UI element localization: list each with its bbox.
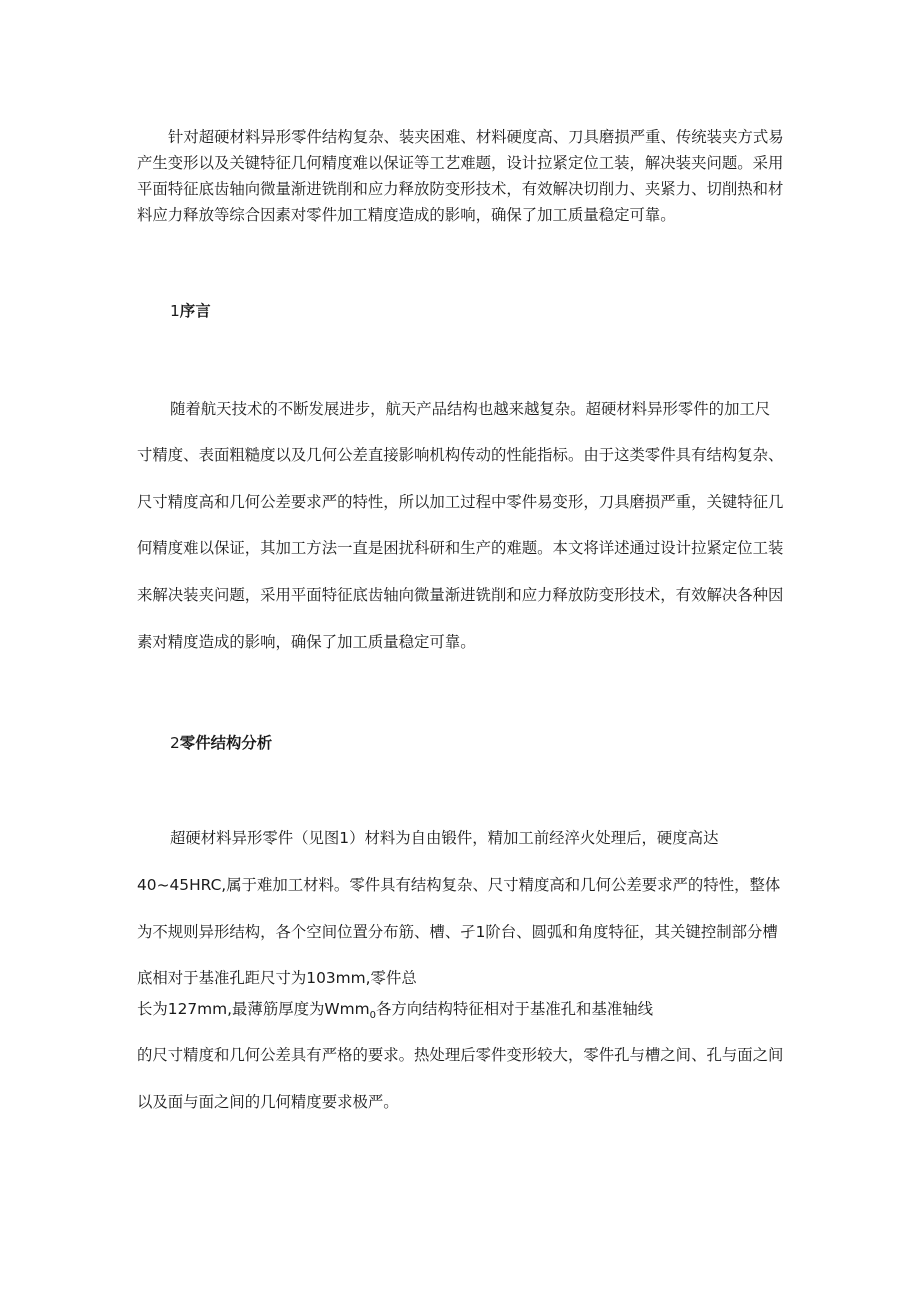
line-text: 长为127mm,最薄筋厚度为Wmm: [137, 1000, 370, 1018]
section-number: 1: [170, 302, 180, 320]
abstract-line: 平面特征底齿轴向微量渐进铣削和应力释放防变形技术，有效解决切削力、夹紧力、切削热和材: [137, 180, 784, 198]
subscript: 0: [369, 1010, 376, 1022]
paragraph-line: 素对精度造成的影响，确保了加工质量稳定可靠。: [137, 633, 476, 651]
paragraph-line: 以及面与面之间的几何精度要求极严。: [137, 1093, 399, 1111]
section-number: 2: [170, 734, 180, 752]
section-heading-introduction: [170, 300, 211, 322]
paragraph-line: 何精度难以保证，其加工方法一直是困扰科研和生产的难题。本文将详述通过设计拉紧定位工装: [137, 539, 784, 557]
paragraph-line: 来解决装夹问题，采用平面特征底齿轴向微量渐进铣削和应力释放防变形技术，有效解决各种因: [137, 586, 784, 604]
section-heading-structure-analysis: [170, 732, 272, 754]
line-text: 各方向结构特征相对于基准孔和基准轴线: [375, 1000, 654, 1018]
abstract-line: 产生变形以及关键特征几何精度难以保证等工艺难题，设计拉紧定位工装，解决装夹问题。采用: [137, 154, 784, 172]
paragraph-line: 底相对于基准孔距尺寸为103mm,零件总: [137, 969, 417, 987]
paragraph-line: 的尺寸精度和几何公差具有严格的要求。热处理后零件变形较大，零件孔与槽之间、孔与面之间: [137, 1046, 784, 1064]
section-title: 零件结构分析: [179, 734, 273, 752]
paragraph-line: [137, 998, 653, 1027]
paragraph-line: 为不规则异形结构，各个空间位置分布筋、槽、孑1阶台、圆弧和角度特征，其关键控制部分槽: [137, 923, 778, 941]
paragraph-line: 随着航天技术的不断发展进步，航天产品结构也越来越复杂。超硬材料异形零件的加工尺: [170, 400, 771, 418]
paragraph-line: 超硬材料异形零件（见图1）材料为自由锻件，精加工前经淬火处理后，硬度高达: [170, 829, 719, 847]
abstract-line: 料应力释放等综合因素对零件加工精度造成的影响，确保了加工质量稳定可靠。: [137, 206, 676, 224]
paragraph-line: 尺寸精度高和几何公差要求严的特性，所以加工过程中零件易变形，刀具磨损严重，关键特征几: [137, 493, 784, 511]
section-title: 序言: [179, 302, 211, 320]
paragraph-line: 寸精度、表面粗糙度以及几何公差直接影响机构传动的性能指标。由于这类零件具有结构复杂、: [137, 446, 784, 464]
paragraph-line: 40~45HRC,属于难加工材料。零件具有结构复杂、尺寸精度高和几何公差要求严的特性，整体: [137, 876, 781, 894]
abstract-line: 针对超硬材料异形零件结构复杂、装夹困难、材料硬度高、刀具磨损严重、传统装夹方式易: [168, 128, 784, 146]
abstract-paragraph: [137, 124, 787, 228]
